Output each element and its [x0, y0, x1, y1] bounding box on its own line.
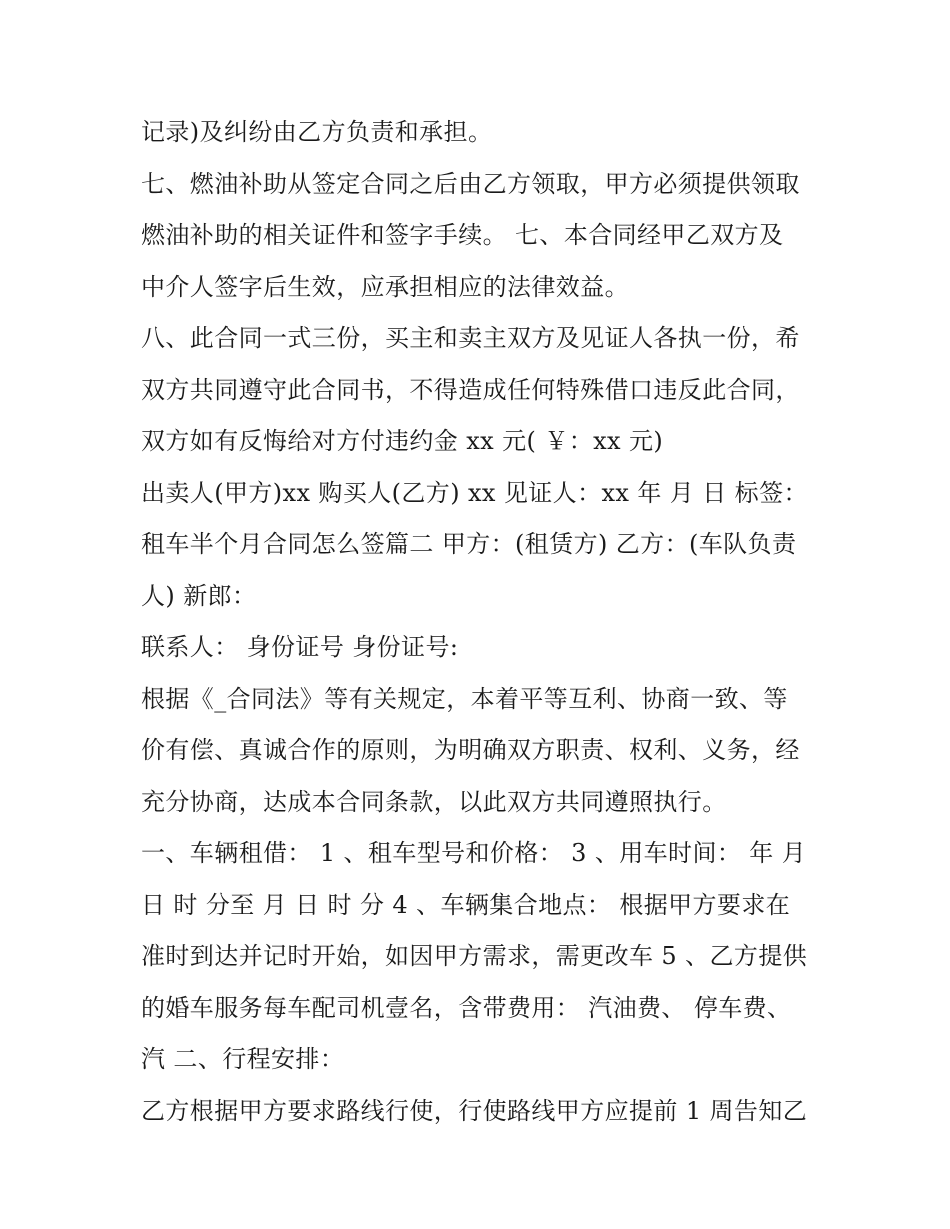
- text-line: 中介人签字后生效，应承担相应的法律效益。: [141, 272, 629, 301]
- text-line: 的婚车服务每车配司机壹名，含带费用： 汽油费、 停车费、: [141, 993, 792, 1022]
- text-line: 记录)及纠纷由乙方负责和承担。: [141, 118, 493, 146]
- document-body: [141, 107, 821, 1137]
- text-line: 双方如有反悔给对方付违约金 xx 元( ￥：xx 元): [141, 427, 664, 455]
- text-line: 双方共同遵守此合同书，不得造成任何特殊借口违反此合同，: [141, 375, 800, 404]
- text-line: 出卖人(甲方)xx 购买人(乙方) xx 见证人：xx 年 月 日 标签：: [141, 478, 808, 507]
- text-line: 燃油补助的相关证件和签字手续。 七、本合同经甲乙双方及: [141, 221, 784, 249]
- text-line: 一、车辆租借： 1 、租车型号和价格： 3 、用车时间： 年 月: [141, 839, 807, 867]
- text-line: 乙方根据甲方要求路线行使，行使路线甲方应提前 1 周告知乙: [141, 1096, 808, 1125]
- text-line: 人) 新郎：: [141, 581, 257, 610]
- text-line: 联系人： 身份证号 身份证号:: [141, 633, 459, 661]
- text-line: 日 时 分至 月 日 时 分 4 、车辆集合地点： 根据甲方要求在: [141, 890, 791, 919]
- text-line: 八、此合同一式三份，买主和卖主双方及见证人各执一份，希: [141, 324, 800, 352]
- text-line: 汽 二、行程安排：: [141, 1045, 345, 1073]
- text-line: 租车半个月合同怎么签篇二 甲方：(租赁方) 乙方：(车队负责: [141, 530, 797, 558]
- text-line: 根据《_合同法》等有关规定，本着平等互利、协商一致、等: [141, 684, 788, 713]
- text-line: 充分协商，达成本合同条款，以此双方共同遵照执行。: [141, 787, 727, 816]
- text-line: 准时到达并记时开始，如因甲方需求，需更改车 5 、乙方提供: [141, 942, 808, 970]
- text-line: 七、燃油补助从签定合同之后由乙方领取，甲方必须提供领取: [141, 169, 800, 198]
- text-line: 价有偿、真诚合作的原则，为明确双方职责、权利、义务，经: [141, 736, 800, 764]
